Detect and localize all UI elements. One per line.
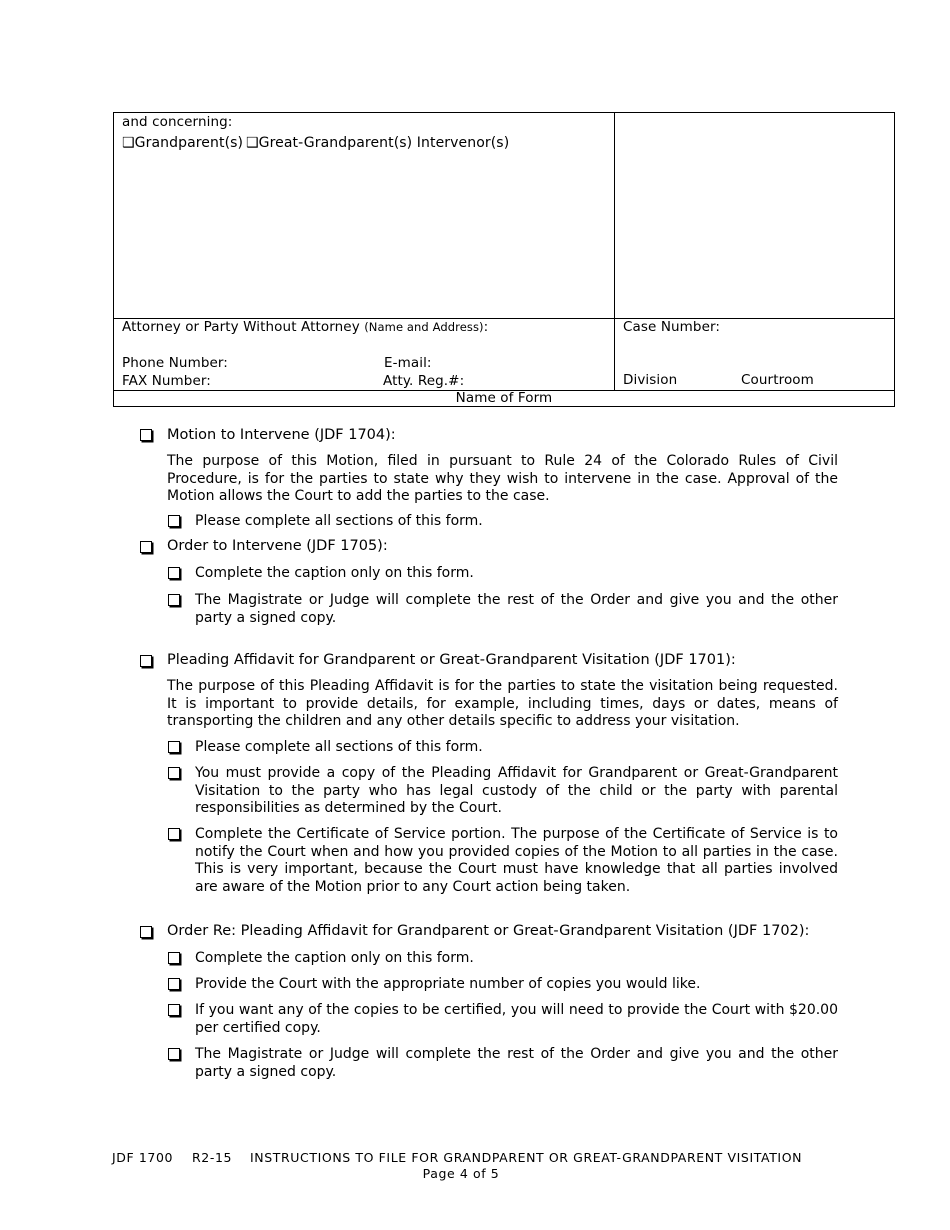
affidavit-step2: You must provide a copy of the Pleading Affidavit for Grandparent or Great-Grandparent Visitation to the party who has legal custody of the child or the party with parental responsibilities as determined by the Court. (195, 765, 838, 816)
checkbox-order[interactable] (140, 541, 152, 553)
caption-concerning: and concerning: (122, 114, 233, 130)
order-step1: Complete the caption only on this form. (195, 565, 474, 581)
caption-table (113, 112, 895, 407)
order-re-step2: Provide the Court with the appropriate number of copies you would like. (195, 976, 701, 992)
checkbox-order-re-step1[interactable] (168, 952, 180, 964)
checkbox-grandparent[interactable]: ❑Grandparent(s) (122, 135, 244, 151)
footer-form-id: JDF 1700 (112, 1150, 174, 1165)
section-affidavit-title: Pleading Affidavit for Grandparent or Great-Grandparent Visitation (JDF 1701): (167, 652, 736, 668)
checkbox-motion[interactable] (140, 429, 152, 441)
attorney-label (122, 319, 488, 335)
footer-page-number: Page 4 of 5 (422, 1166, 500, 1181)
checkbox-motion-step1[interactable] (168, 515, 180, 527)
section-affidavit-desc: The purpose of this Pleading Affidavit is for the parties to state the visitation being requested. It is important to provide details, for example, including times, days or dates, means of transporting the children and any other details specific to address your visitation. (167, 678, 838, 729)
order-re-step3: If you want any of the copies to be certified, you will need to provide the Court with $20.00 per certified copy. (195, 1002, 838, 1036)
checkbox-affidavit[interactable] (140, 655, 152, 667)
case-number-label: Case Number: (623, 319, 721, 335)
email-label: E-mail: (384, 355, 432, 371)
attorney-label-colon: : (483, 319, 489, 335)
name-of-form: Name of Form (455, 390, 553, 406)
checkbox-order-re[interactable] (140, 926, 152, 938)
affidavit-step3: Complete the Certificate of Service portion. The purpose of the Certificate of Service is to notify the Court when and how you provided copies of the Motion to all parties in the case. This is very important, because the Court must have knowledge that all parties involved are aware of the Motion prior to any Court action being taken. (195, 826, 838, 895)
footer-revision: R2-15 (192, 1150, 233, 1165)
checkbox-order-re-step2[interactable] (168, 978, 180, 990)
motion-step1: Please complete all sections of this form. (195, 513, 483, 529)
phone-label: Phone Number: (122, 355, 228, 371)
attorney-label-hint: (Name and Address) (364, 320, 484, 334)
checkbox-affidavit-step1[interactable] (168, 741, 180, 753)
checkbox-affidavit-step2[interactable] (168, 767, 180, 779)
footer-title: INSTRUCTIONS TO FILE FOR GRANDPARENT OR GREAT-GRANDPARENT VISITATION (250, 1150, 803, 1165)
attorney-label-text: Attorney or Party Without Attorney (122, 319, 360, 335)
caption-divider-vertical (614, 113, 615, 390)
section-motion-desc: The purpose of this Motion, filed in pursuant to Rule 24 of the Colorado Rules of Civil Procedure, is for the parties to state why they wish to intervene in the case. Approval of the Motion allows the Court to add the parties to the case. (167, 453, 838, 504)
order-step2: The Magistrate or Judge will complete the rest of the Order and give you and the other party a signed copy. (195, 592, 838, 626)
courtroom-label: Courtroom (741, 372, 814, 388)
atty-reg-label: Atty. Reg.#: (383, 373, 465, 389)
fax-label: FAX Number: (122, 373, 211, 389)
checkbox-order-re-step3[interactable] (168, 1004, 180, 1016)
affidavit-step1: Please complete all sections of this form. (195, 739, 483, 755)
division-label: Division (623, 372, 678, 388)
checkbox-order-re-step4[interactable] (168, 1048, 180, 1060)
checkbox-order-step1[interactable] (168, 567, 180, 579)
order-re-step4: The Magistrate or Judge will complete the rest of the Order and give you and the other party a signed copy. (195, 1046, 838, 1080)
checkbox-order-step2[interactable] (168, 594, 180, 606)
checkbox-affidavit-step3[interactable] (168, 828, 180, 840)
order-re-step1: Complete the caption only on this form. (195, 950, 474, 966)
section-order-re-title: Order Re: Pleading Affidavit for Grandparent or Great-Grandparent Visitation (JDF 1702): (167, 923, 810, 939)
checkbox-great-grandparent[interactable]: ❑Great-Grandparent(s) Intervenor(s) (246, 135, 510, 151)
section-motion-title: Motion to Intervene (JDF 1704): (167, 427, 396, 443)
section-order-title: Order to Intervene (JDF 1705): (167, 538, 388, 554)
